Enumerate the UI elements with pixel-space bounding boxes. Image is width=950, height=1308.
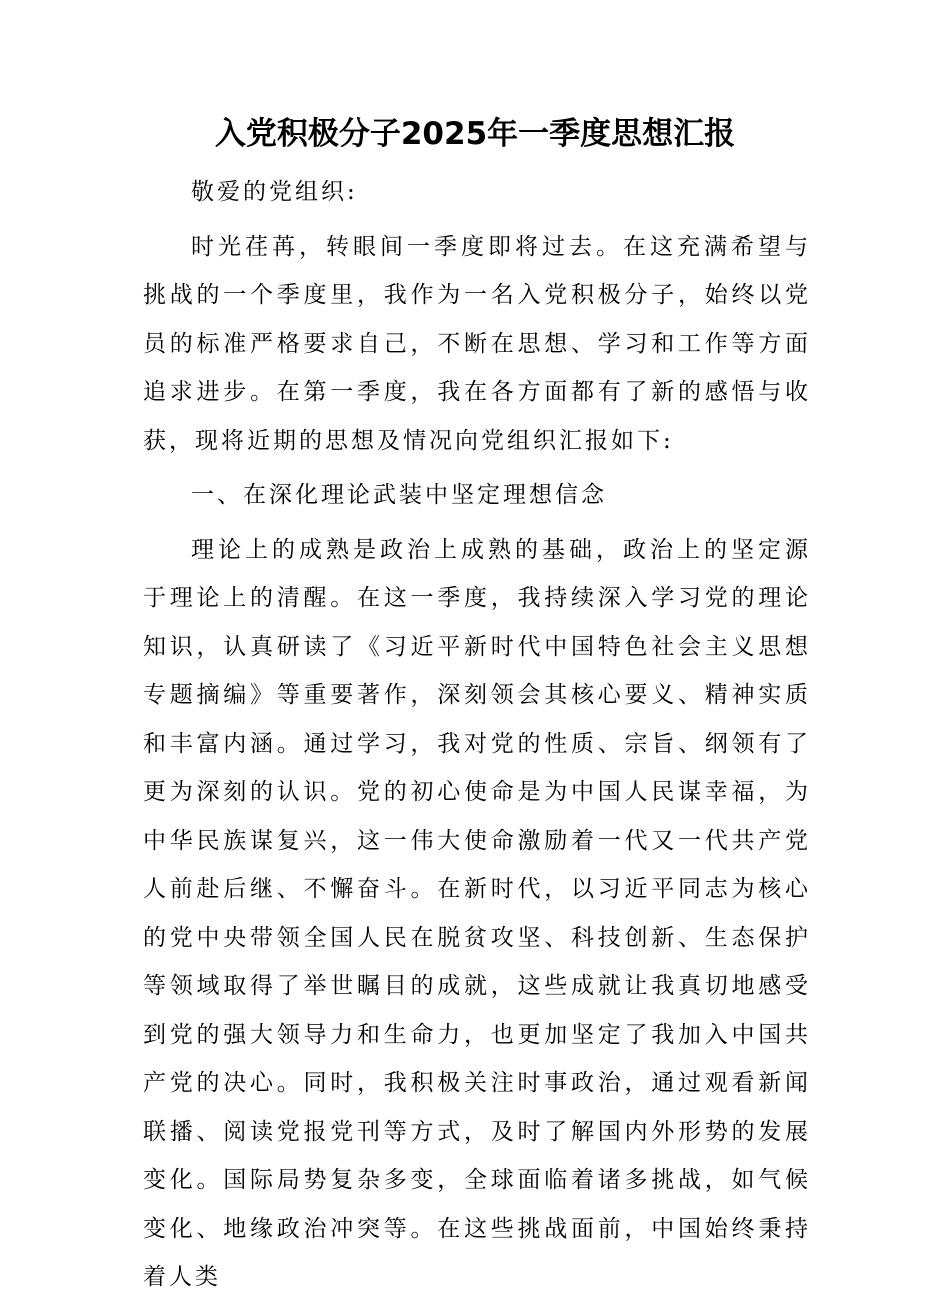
document-title: 入党积极分子2025年一季度思想汇报: [214, 116, 736, 152]
salutation: 敬爱的党组织:: [191, 179, 358, 205]
paragraph-section-1: 理论上的成熟是政治上成熟的基础，政治上的坚定源于理论上的清醒。在这一季度，我持续深入学习党的理论知识，认真研读了《习近平新时代中国特色社会主义思想专题摘编》等重要著作，深刻领会其核心要义、精神实质和丰富内涵。通过学习，我对党的性质、宗旨、纲领有了更为深刻的认识。党的初心使命是为中国人民谋幸福，为中华民族谋复兴，这一伟大使命激励着一代又一代共产党人前赴后继、不懈奋斗。在新时代，以习近平同志为核心的党中央带领全国人民在脱贫攻坚、科技创新、生态保护等领域取得了举世瞩目的成就，这些成就让我真切地感受到党的强大领导力和生命力，也更加坚定了我加入中国共产党的决心。同时，我积极关注时事政治，通过观看新闻联播、阅读党报党刊等方式，及时了解国内外形势的发展变化。国际局势复杂多变，全球面临着诸多挑战，如气候变化、地缘政治冲突等。在这些挑战面前，中国始终秉持着人类: [143, 536, 811, 1290]
paragraph-intro: 时光荏苒，转眼间一季度即将过去。在这充满希望与挑战的一个季度里，我作为一名入党积极分子，始终以党员的标准严格要求自己，不断在思想、学习和工作等方面追求进步。在第一季度，我在各方面都有了新的感悟与收获，现将近期的思想及情况向党组织汇报如下:: [143, 233, 811, 454]
section-heading-1: 一、在深化理论武装中坚定理想信念: [191, 482, 607, 508]
document-body: [143, 168, 811, 1308]
